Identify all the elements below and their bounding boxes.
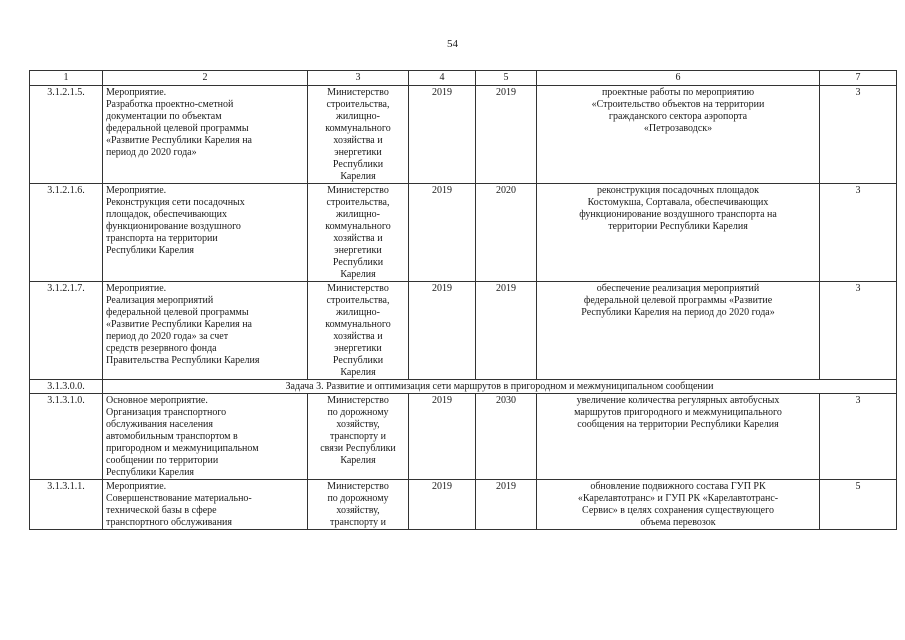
start-year: 2019 [409,86,476,184]
start-year: 2019 [409,282,476,380]
column-number: 5 [476,71,537,86]
measure-code: 3.1.2.1.5. [30,86,103,184]
responsible-executor: Министерство строительства, жилищно- коммунального хозяйства и энергетики Республики Карелия [308,86,409,184]
expected-result: обеспечение реализация мероприятий федеральной целевой программы «Развитие Республики Карелия на период до 2020 года» [537,282,820,380]
measure-name: Мероприятие. Совершенствование материально- технической базы в сфере транспортного обслуживания [103,480,308,530]
expected-result: увеличение количества регулярных автобусных маршрутов пригородного и межмуниципального сообщения на территории Республики Карелия [537,394,820,480]
indicator-link: 3 [820,184,897,282]
indicator-link: 3 [820,282,897,380]
task-code: 3.1.3.0.0. [30,380,103,394]
column-number: 4 [409,71,476,86]
indicator-link: 3 [820,394,897,480]
measure-code: 3.1.2.1.6. [30,184,103,282]
measure-name: Мероприятие. Реализация мероприятий федеральной целевой программы «Развитие Республики Карелия на период до 2020 года» за счет средств резервного фонда Правительства Республики Карелия [103,282,308,380]
column-number: 7 [820,71,897,86]
table-row [30,184,897,282]
measure-code: 3.1.2.1.7. [30,282,103,380]
end-year: 2019 [476,86,537,184]
page-number: 54 [447,38,458,50]
measure-name: Основное мероприятие. Организация транспортного обслуживания населения автомобильным транспортом в пригородном и межмуниципальном сообщении по территории Республики Карелия [103,394,308,480]
responsible-executor: Министерство по дорожному хозяйству, транспорту и [308,480,409,530]
end-year: 2019 [476,282,537,380]
responsible-executor: Министерство строительства, жилищно- коммунального хозяйства и энергетики Республики Карелия [308,282,409,380]
measure-code: 3.1.3.1.1. [30,480,103,530]
measure-code: 3.1.3.1.0. [30,394,103,480]
end-year: 2019 [476,480,537,530]
responsible-executor: Министерство по дорожному хозяйству, транспорту и связи Республики Карелия [308,394,409,480]
measure-name: Мероприятие. Реконструкция сети посадочных площадок, обеспечивающих функционирование воздушного транспорта на территории Республики Карелия [103,184,308,282]
column-number-row [30,71,897,86]
table-row [30,394,897,480]
measure-name: Мероприятие. Разработка проектно-сметной документации по объектам федеральной целевой программы «Развитие Республики Карелия на период до 2020 года» [103,86,308,184]
column-number: 3 [308,71,409,86]
indicator-link: 3 [820,86,897,184]
start-year: 2019 [409,394,476,480]
task-row [30,380,897,394]
indicator-link: 5 [820,480,897,530]
column-number: 1 [30,71,103,86]
start-year: 2019 [409,480,476,530]
measures-table [29,70,897,530]
expected-result: реконструкция посадочных площадок Костомукша, Сортавала, обеспечивающих функционирование воздушного транспорта на территории Республики Карелия [537,184,820,282]
column-number: 2 [103,71,308,86]
end-year: 2020 [476,184,537,282]
start-year: 2019 [409,184,476,282]
table-row [30,86,897,184]
column-number: 6 [537,71,820,86]
end-year: 2030 [476,394,537,480]
table-row [30,480,897,530]
task-title: Задача 3. Развитие и оптимизация сети маршрутов в пригородном и межмуниципальном сообщении [103,380,897,394]
responsible-executor: Министерство строительства, жилищно- коммунального хозяйства и энергетики Республики Карелия [308,184,409,282]
expected-result: проектные работы по мероприятию «Строительство объектов на территории гражданского сектора аэропорта «Петрозаводск» [537,86,820,184]
table-row [30,282,897,380]
expected-result: обновление подвижного состава ГУП РК «Карелавтотранс» и ГУП РК «Карелавтотранс- Сервис» в целях сохранения существующего объема перевозок [537,480,820,530]
